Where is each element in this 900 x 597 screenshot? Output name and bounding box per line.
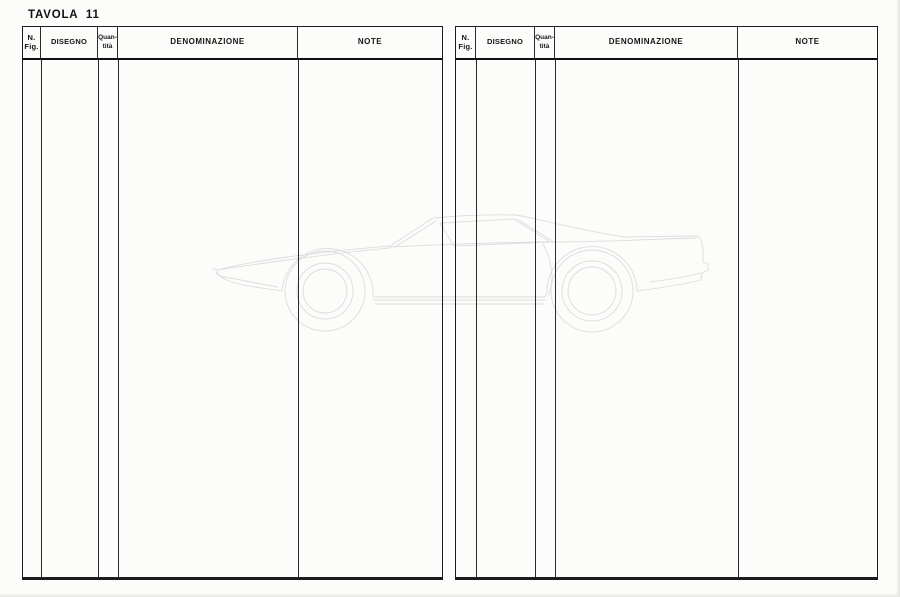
table-header bbox=[23, 27, 442, 60]
header-denominazione: DENOMINAZIONE bbox=[555, 27, 738, 58]
header-qta-line2: tità bbox=[539, 42, 550, 50]
parts-table-right bbox=[455, 26, 878, 580]
page-title: TAVOLA 11 bbox=[28, 9, 100, 21]
header-qta-line1: Quan- bbox=[535, 34, 554, 41]
column-divider bbox=[738, 60, 739, 577]
header-fig-line2: Fig. bbox=[24, 41, 39, 51]
header-quantita bbox=[98, 27, 118, 58]
column-divider bbox=[118, 60, 119, 577]
header-note: NOTE bbox=[795, 37, 820, 47]
header-fig-line1: N. bbox=[27, 33, 36, 42]
header-qta-line2: tità bbox=[102, 42, 113, 50]
header-fig-line2: Fig. bbox=[458, 41, 473, 51]
table-body bbox=[23, 60, 442, 577]
column-divider bbox=[476, 60, 477, 577]
column-divider bbox=[555, 60, 556, 577]
table-body bbox=[456, 60, 877, 577]
column-divider bbox=[98, 60, 99, 577]
header-quantita bbox=[535, 27, 555, 58]
header-note: NOTE bbox=[357, 37, 383, 47]
column-divider bbox=[41, 60, 42, 577]
parts-table-left bbox=[22, 26, 443, 580]
column-divider bbox=[535, 60, 536, 577]
table-header bbox=[456, 27, 877, 60]
header-fig bbox=[456, 27, 476, 58]
scan-edge-shadow bbox=[896, 0, 900, 597]
header-fig bbox=[23, 27, 41, 58]
header-qta-line1: Quan- bbox=[98, 34, 117, 41]
header-fig-line1: N. bbox=[461, 33, 470, 42]
header-disegno: DISEGNO bbox=[41, 27, 98, 58]
column-divider bbox=[298, 60, 299, 577]
header-disegno: DISEGNO bbox=[476, 27, 535, 58]
scan-edge-shadow bbox=[0, 593, 900, 597]
header-denominazione: DENOMINAZIONE bbox=[118, 27, 298, 58]
